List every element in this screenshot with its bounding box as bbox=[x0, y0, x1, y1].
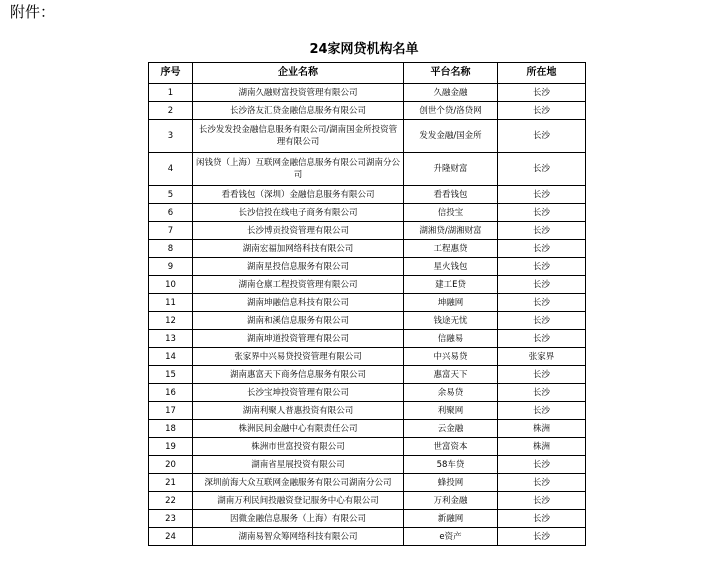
row-location: 长沙 bbox=[498, 204, 586, 222]
row-location: 长沙 bbox=[498, 222, 586, 240]
row-location: 长沙 bbox=[498, 510, 586, 528]
row-platform-name: 建工E贷 bbox=[404, 276, 498, 294]
row-platform-name: 58车贷 bbox=[404, 456, 498, 474]
table-row bbox=[149, 474, 586, 492]
row-index: 24 bbox=[149, 528, 193, 546]
header-platform: 平台名称 bbox=[404, 63, 498, 84]
row-location: 长沙 bbox=[498, 258, 586, 276]
row-index: 6 bbox=[149, 204, 193, 222]
row-company-name: 株洲市世富投资有限公司 bbox=[193, 438, 404, 456]
row-location: 长沙 bbox=[498, 492, 586, 510]
row-location: 长沙 bbox=[498, 456, 586, 474]
table-row bbox=[149, 204, 586, 222]
table-row bbox=[149, 294, 586, 312]
row-location: 长沙 bbox=[498, 276, 586, 294]
row-platform-name: e资产 bbox=[404, 528, 498, 546]
row-company-name: 长沙信投在线电子商务有限公司 bbox=[193, 204, 404, 222]
row-company-name: 湖南万利民间投融资登记服务中心有限公司 bbox=[193, 492, 404, 510]
row-index: 2 bbox=[149, 102, 193, 120]
row-index: 15 bbox=[149, 366, 193, 384]
row-company-name: 湖南易智众筹网络科技有限公司 bbox=[193, 528, 404, 546]
table-row bbox=[149, 153, 586, 186]
row-platform-name: 信融易 bbox=[404, 330, 498, 348]
row-location: 长沙 bbox=[498, 402, 586, 420]
row-index: 17 bbox=[149, 402, 193, 420]
row-company-name: 湖南坤道投资管理有限公司 bbox=[193, 330, 404, 348]
row-platform-name: 利聚网 bbox=[404, 402, 498, 420]
row-index: 20 bbox=[149, 456, 193, 474]
row-location: 长沙 bbox=[498, 120, 586, 153]
row-platform-name: 工程惠贷 bbox=[404, 240, 498, 258]
row-location: 长沙 bbox=[498, 528, 586, 546]
table-header-row bbox=[149, 63, 586, 84]
row-platform-name: 云金融 bbox=[404, 420, 498, 438]
table-row bbox=[149, 366, 586, 384]
row-index: 13 bbox=[149, 330, 193, 348]
row-index: 16 bbox=[149, 384, 193, 402]
row-location: 张家界 bbox=[498, 348, 586, 366]
table-row bbox=[149, 258, 586, 276]
table-row bbox=[149, 240, 586, 258]
row-index: 12 bbox=[149, 312, 193, 330]
row-company-name: 因微金融信息服务（上海）有限公司 bbox=[193, 510, 404, 528]
table-row bbox=[149, 438, 586, 456]
table-row bbox=[149, 348, 586, 366]
row-company-name: 株洲民间金融中心有限责任公司 bbox=[193, 420, 404, 438]
header-company: 企业名称 bbox=[193, 63, 404, 84]
row-platform-name: 世富资本 bbox=[404, 438, 498, 456]
row-company-name: 张家界中兴易贷投资管理有限公司 bbox=[193, 348, 404, 366]
table-row bbox=[149, 492, 586, 510]
header-location: 所在地 bbox=[498, 63, 586, 84]
row-company-name: 湖南利聚人普惠投资有限公司 bbox=[193, 402, 404, 420]
row-location: 长沙 bbox=[498, 312, 586, 330]
table-row bbox=[149, 276, 586, 294]
row-platform-name: 久融金融 bbox=[404, 84, 498, 102]
row-platform-name: 万利金融 bbox=[404, 492, 498, 510]
table-row bbox=[149, 120, 586, 153]
row-location: 株洲 bbox=[498, 438, 586, 456]
row-company-name: 看看钱包（深圳）金融信息服务有限公司 bbox=[193, 186, 404, 204]
row-company-name: 湖南惠富天下商务信息服务有限公司 bbox=[193, 366, 404, 384]
row-company-name: 湖南宏福加网络科技有限公司 bbox=[193, 240, 404, 258]
row-index: 11 bbox=[149, 294, 193, 312]
table-row bbox=[149, 222, 586, 240]
row-platform-name: 中兴易贷 bbox=[404, 348, 498, 366]
row-index: 22 bbox=[149, 492, 193, 510]
row-index: 19 bbox=[149, 438, 193, 456]
table-row bbox=[149, 456, 586, 474]
table-row bbox=[149, 402, 586, 420]
row-index: 18 bbox=[149, 420, 193, 438]
row-company-name: 湖南和溪信息服务有限公司 bbox=[193, 312, 404, 330]
row-company-name: 长沙发发投金融信息服务有限公司/湖南国金所投资管理有限公司 bbox=[193, 120, 404, 153]
row-platform-name: 余易贷 bbox=[404, 384, 498, 402]
row-company-name: 长沙宝坤投资管理有限公司 bbox=[193, 384, 404, 402]
document-title: 24家网贷机构名单 bbox=[309, 42, 419, 57]
row-company-name: 长沙洛友汇贷金融信息服务有限公司 bbox=[193, 102, 404, 120]
row-platform-name: 看看钱包 bbox=[404, 186, 498, 204]
table-row bbox=[149, 84, 586, 102]
row-platform-name: 新融网 bbox=[404, 510, 498, 528]
row-platform-name: 惠富天下 bbox=[404, 366, 498, 384]
row-location: 长沙 bbox=[498, 330, 586, 348]
row-platform-name: 星火钱包 bbox=[404, 258, 498, 276]
row-platform-name: 蜂投网 bbox=[404, 474, 498, 492]
table-row bbox=[149, 312, 586, 330]
row-index: 21 bbox=[149, 474, 193, 492]
row-platform-name: 钱途无忧 bbox=[404, 312, 498, 330]
header-index: 序号 bbox=[149, 63, 193, 84]
row-platform-name: 升隆财富 bbox=[404, 153, 498, 186]
row-platform-name: 信投宝 bbox=[404, 204, 498, 222]
institution-table bbox=[148, 62, 586, 546]
row-index: 5 bbox=[149, 186, 193, 204]
row-index: 3 bbox=[149, 120, 193, 153]
row-company-name: 湖南星投信息服务有限公司 bbox=[193, 258, 404, 276]
row-platform-name: 湖湘贷/湖湘财富 bbox=[404, 222, 498, 240]
row-location: 长沙 bbox=[498, 294, 586, 312]
table-row bbox=[149, 420, 586, 438]
row-index: 8 bbox=[149, 240, 193, 258]
row-index: 23 bbox=[149, 510, 193, 528]
row-company-name: 湖南仓廪工程投资管理有限公司 bbox=[193, 276, 404, 294]
row-company-name: 深圳前海大众互联网金融服务有限公司湖南分公司 bbox=[193, 474, 404, 492]
row-location: 长沙 bbox=[498, 240, 586, 258]
table-row bbox=[149, 186, 586, 204]
row-index: 14 bbox=[149, 348, 193, 366]
row-location: 长沙 bbox=[498, 186, 586, 204]
row-location: 长沙 bbox=[498, 153, 586, 186]
row-location: 长沙 bbox=[498, 84, 586, 102]
row-location: 长沙 bbox=[498, 102, 586, 120]
row-company-name: 湖南省星展投资有限公司 bbox=[193, 456, 404, 474]
row-location: 株洲 bbox=[498, 420, 586, 438]
row-platform-name: 坤融网 bbox=[404, 294, 498, 312]
row-location: 长沙 bbox=[498, 474, 586, 492]
row-platform-name: 创世个贷/洛贷网 bbox=[404, 102, 498, 120]
attachment-label: 附件： bbox=[10, 3, 56, 21]
row-index: 1 bbox=[149, 84, 193, 102]
table-row bbox=[149, 384, 586, 402]
table-row bbox=[149, 510, 586, 528]
row-company-name: 湖南坤融信息科技有限公司 bbox=[193, 294, 404, 312]
table-row bbox=[149, 528, 586, 546]
row-index: 9 bbox=[149, 258, 193, 276]
row-platform-name: 发发金融/国金所 bbox=[404, 120, 498, 153]
row-location: 长沙 bbox=[498, 384, 586, 402]
row-location: 长沙 bbox=[498, 366, 586, 384]
table-row bbox=[149, 102, 586, 120]
row-company-name: 湖南久融财富投资管理有限公司 bbox=[193, 84, 404, 102]
row-index: 4 bbox=[149, 153, 193, 186]
table-row bbox=[149, 330, 586, 348]
row-index: 7 bbox=[149, 222, 193, 240]
row-company-name: 长沙博贡投资管理有限公司 bbox=[193, 222, 404, 240]
row-index: 10 bbox=[149, 276, 193, 294]
row-company-name: 闲钱贷（上海）互联网金融信息服务有限公司湖南分公司 bbox=[193, 153, 404, 186]
